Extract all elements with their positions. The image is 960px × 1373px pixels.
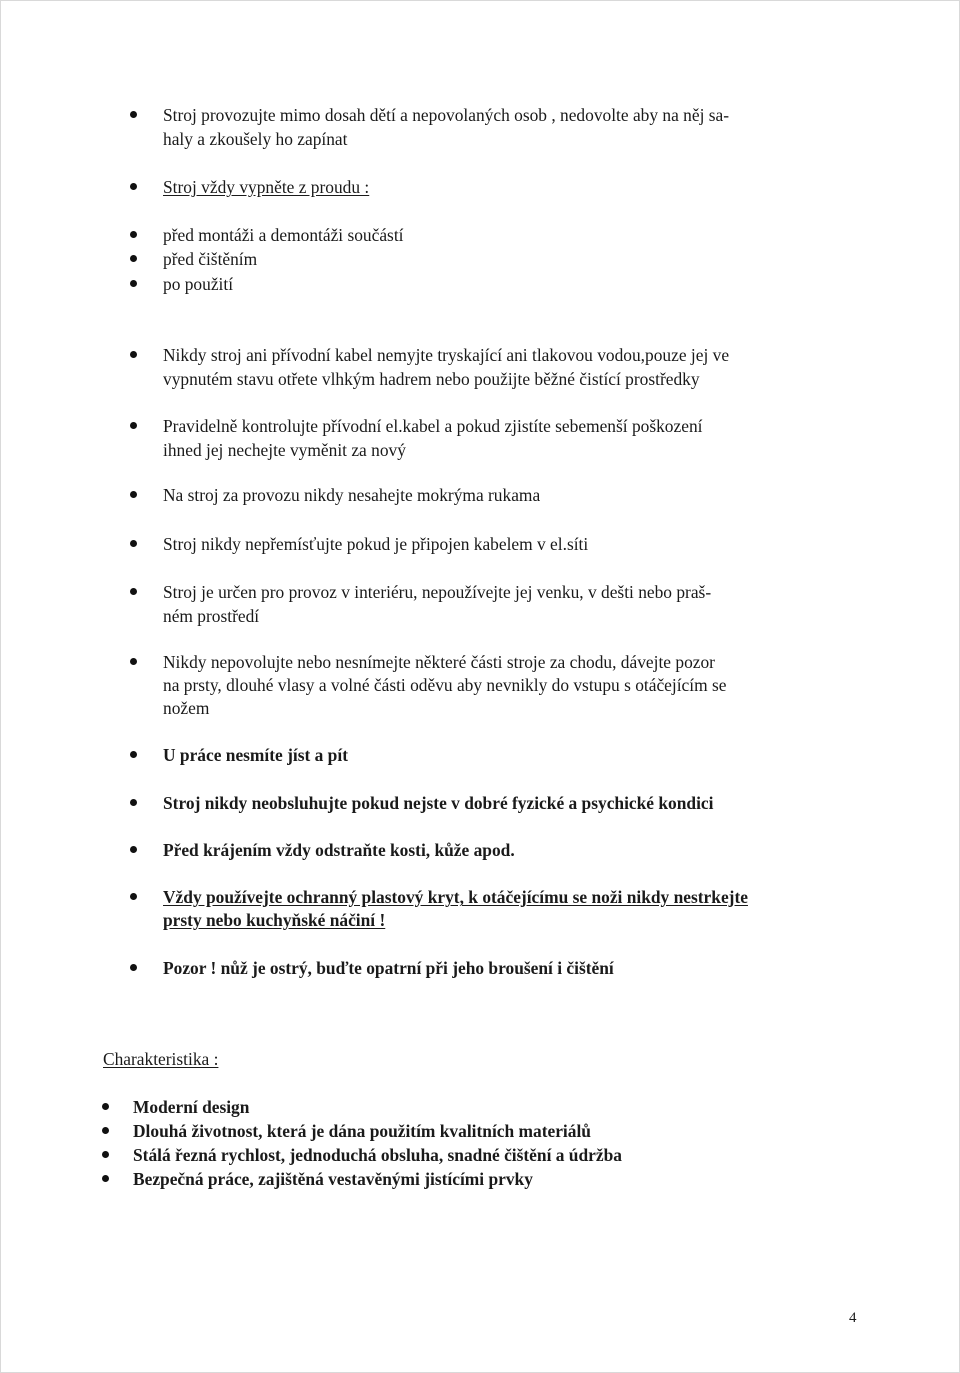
bullet-icon: [130, 491, 137, 498]
bullet-icon: [130, 588, 137, 595]
bullet-icon: [130, 799, 137, 806]
safety-item-line: před čištěním: [163, 249, 258, 269]
safety-item-line: před montáži a demontáži součástí: [163, 225, 404, 245]
safety-item-line: Stroj nikdy neobsluhujte pokud nejste v dobré fyzické a psychické kondici: [163, 793, 714, 813]
safety-item-line: Před krájením vždy odstraňte kosti, kůže apod.: [163, 840, 515, 860]
bullet-icon: [130, 964, 137, 971]
bullet-icon: [102, 1175, 109, 1182]
bullet-icon: [102, 1103, 109, 1110]
characteristics-item: Dlouhá životnost, která je dána použitím kvalitních materiálů: [133, 1121, 591, 1141]
bullet-icon: [130, 540, 137, 547]
bullet-icon: [130, 658, 137, 665]
bullet-icon: [130, 183, 137, 190]
safety-item-line: ihned jej nechejte vyměnit za nový: [163, 440, 406, 460]
bullet-icon: [130, 893, 137, 900]
safety-item-line: Pravidelně kontrolujte přívodní el.kabel a pokud zjistíte sebemenší poškození: [163, 416, 703, 436]
safety-item-line: Na stroj za provozu nikdy nesahejte mokrýma rukama: [163, 485, 541, 505]
bullet-icon: [102, 1151, 109, 1158]
characteristics-heading: Charakteristika :: [103, 1049, 219, 1069]
safety-item-line: haly a zkoušely ho zapínat: [163, 129, 348, 149]
safety-item-line: prsty nebo kuchyňské náčiní !: [163, 910, 386, 930]
safety-item-line: ném prostředí: [163, 606, 260, 626]
safety-item-line: vypnutém stavu otřete vlhkým hadrem nebo použijte běžné čistící prostředky: [163, 369, 700, 389]
safety-item-line: Stroj nikdy nepřemísťujte pokud je připojen kabelem v el.síti: [163, 534, 589, 554]
bullet-icon: [130, 751, 137, 758]
bullet-icon: [130, 111, 137, 118]
bullet-icon: [102, 1127, 109, 1134]
characteristics-item: Bezpečná práce, zajištěná vestavěnými jistícími prvky: [133, 1169, 533, 1189]
page-number: 4: [849, 1310, 857, 1326]
safety-item-line: po použití: [163, 274, 234, 294]
bullet-icon: [130, 846, 137, 853]
bullet-icon: [130, 255, 137, 262]
safety-item-line: nožem: [163, 698, 210, 718]
safety-item-line: Stroj je určen pro provoz v interiéru, nepoužívejte jej venku, v dešti nebo praš-: [163, 582, 712, 602]
characteristics-item: Moderní design: [133, 1097, 250, 1117]
bullet-icon: [130, 280, 137, 287]
bullet-icon: [130, 351, 137, 358]
safety-item-line: Stroj provozujte mimo dosah dětí a nepovolaných osob , nedovolte aby na něj sa-: [163, 105, 730, 125]
safety-item-line: Pozor ! nůž je ostrý, buďte opatrní při jeho broušení i čištění: [163, 958, 614, 978]
bullet-icon: [130, 422, 137, 429]
safety-item-line: Stroj vždy vypněte z proudu :: [163, 177, 370, 197]
safety-item-line: Nikdy stroj ani přívodní kabel nemyjte tryskající ani tlakovou vodou,pouze jej ve: [163, 345, 730, 365]
safety-item-line: U práce nesmíte jíst a pít: [163, 745, 348, 765]
bullet-icon: [130, 231, 137, 238]
safety-item-line: Vždy používejte ochranný plastový kryt, k otáčejícímu se noži nikdy nestrkejte: [163, 887, 748, 907]
characteristics-item: Stálá řezná rychlost, jednoduchá obsluha, snadné čištění a údržba: [133, 1145, 622, 1165]
safety-item-line: Nikdy nepovolujte nebo nesnímejte některé části stroje za chodu, dávejte pozor: [163, 652, 715, 672]
safety-item-line: na prsty, dlouhé vlasy a volné části oděvu aby nevnikly do vstupu s otáčejícím se: [163, 675, 727, 695]
